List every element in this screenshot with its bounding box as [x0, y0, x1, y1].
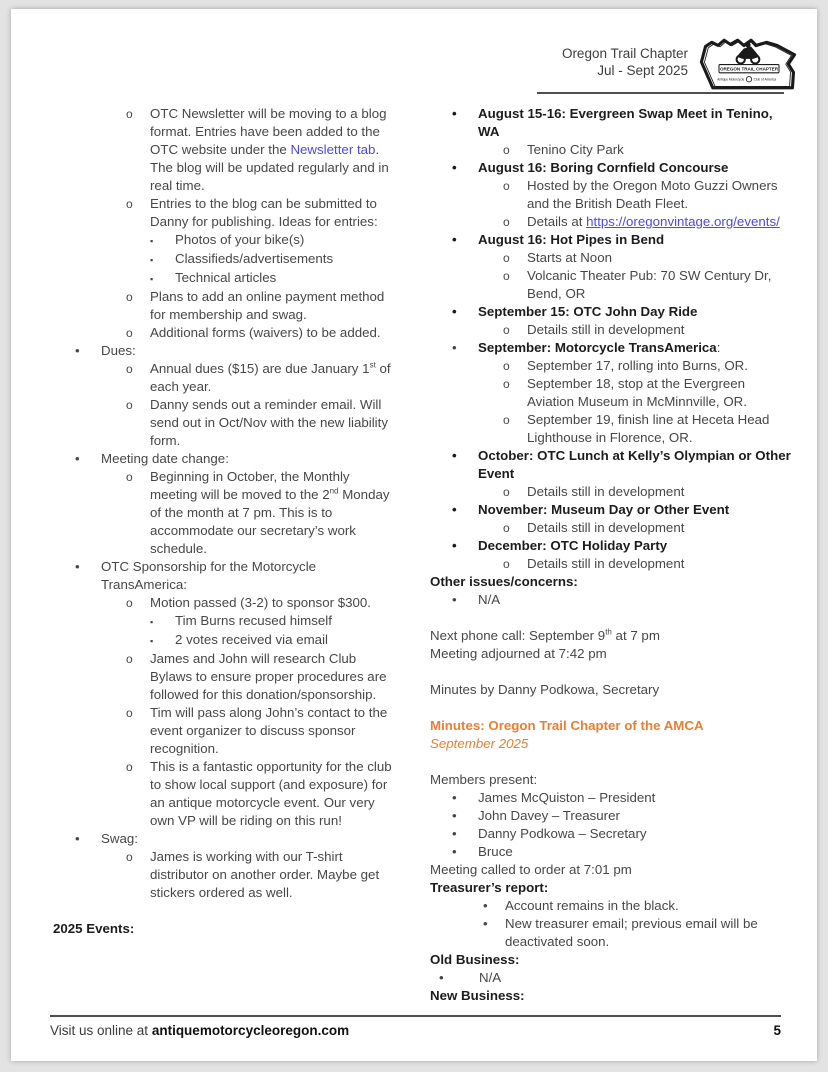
list-item-text: [101, 450, 395, 468]
spacer: [430, 753, 792, 771]
left-column: [53, 105, 395, 938]
list-item-text: [478, 159, 792, 177]
text-run: New Business:: [430, 988, 525, 1003]
list-item: [430, 915, 792, 951]
text-run: Monday of the month at 7 pm. This is to accommodate our secretary’s work schedule.: [150, 487, 390, 556]
list-item-text: [150, 324, 395, 342]
list-item: [53, 396, 395, 450]
bullet-marker: •: [452, 538, 457, 553]
bullet-marker: •: [75, 559, 80, 574]
list-item-text: [527, 141, 792, 159]
list-item: [430, 591, 792, 609]
text-run: September 15: OTC John Day Ride: [478, 304, 698, 319]
list-item: [53, 468, 395, 558]
text-run: at 7 pm: [611, 628, 660, 643]
list-item-text: [150, 195, 395, 231]
bullet-marker: •: [452, 826, 457, 841]
paragraph: [430, 735, 792, 753]
list-item-text: [150, 594, 395, 612]
bullet-marker: o: [126, 850, 133, 864]
text-run: September 2025: [430, 736, 529, 751]
text-run: New treasurer email; previous email will be deactivated soon.: [505, 916, 758, 949]
bullet-marker: o: [503, 143, 510, 157]
section-heading: [430, 987, 792, 1005]
list-item: [430, 501, 792, 519]
text-run: Meeting called to order at 7:01 pm: [430, 862, 632, 877]
text-run: Details still in development: [527, 322, 685, 337]
text-run: st: [369, 360, 376, 370]
text-run: Old Business:: [430, 952, 520, 967]
list-item-text: [478, 825, 792, 843]
text-run: Details still in development: [527, 484, 685, 499]
list-item: [430, 213, 792, 231]
bullet-marker: ▪: [150, 636, 154, 646]
list-item-text: [527, 213, 792, 231]
text-run: Danny Podkowa – Secretary: [478, 826, 647, 841]
list-item-text: [150, 105, 395, 195]
paragraph: [430, 861, 792, 879]
text-run: th: [605, 627, 612, 637]
list-item: [53, 450, 395, 468]
list-item: [430, 555, 792, 573]
list-item: [53, 231, 395, 250]
list-item: [53, 848, 395, 902]
bullet-marker: o: [126, 398, 133, 412]
list-item: [430, 411, 792, 447]
bullet-marker: o: [503, 215, 510, 229]
list-item: [430, 789, 792, 807]
text-run: Hosted by the Oregon Moto Guzzi Owners and the British Death Fleet.: [527, 178, 778, 211]
text-run: Details still in development: [527, 556, 685, 571]
bullet-marker: o: [503, 359, 510, 373]
text-run: Details still in development: [527, 520, 685, 535]
text-run: N/A: [479, 970, 502, 985]
list-item: [430, 483, 792, 501]
list-item-text: [505, 897, 792, 915]
list-item: [53, 594, 395, 612]
list-item: [430, 303, 792, 321]
text-run: 2 votes received via email: [175, 632, 328, 647]
bullet-marker: o: [126, 706, 133, 720]
list-item: [53, 704, 395, 758]
oregon-trail-chapter-logo-icon: [697, 33, 801, 93]
list-item-text: [478, 789, 792, 807]
hyperlink[interactable]: Newsletter tab: [290, 142, 376, 157]
list-item-text: [175, 612, 395, 630]
bullet-marker: o: [126, 290, 133, 304]
bullet-marker: •: [452, 340, 457, 355]
list-item: [53, 195, 395, 231]
section-heading: [430, 717, 792, 735]
list-item-text: [479, 969, 792, 987]
bullet-marker: •: [452, 448, 457, 463]
list-item-text: [527, 321, 792, 339]
bullet-marker: •: [452, 592, 457, 607]
list-item-text: [150, 288, 395, 324]
paragraph: [430, 627, 792, 645]
text-run: Classifieds/advertisements: [175, 251, 334, 266]
list-item: [430, 339, 792, 357]
list-item: [430, 897, 792, 915]
text-run: James and John will research Club Bylaws to ensure proper procedures are followed for this donation/sponsorship.: [150, 651, 387, 702]
bullet-marker: ▪: [150, 617, 154, 627]
text-run: Swag:: [101, 831, 138, 846]
list-item: [430, 159, 792, 177]
text-run: OTC Newsletter will be moving to a blog format. Entries have been added to the OTC website under the: [150, 106, 387, 157]
document-page: [11, 9, 817, 1061]
list-item: [53, 830, 395, 848]
list-item: [430, 177, 792, 213]
footer-text: [50, 1022, 349, 1039]
spacer: [430, 699, 792, 717]
text-run: . The blog will be updated regularly and in real time.: [150, 142, 389, 193]
text-run: August 16: Boring Cornfield Concourse: [478, 160, 729, 175]
list-item: [430, 249, 792, 267]
spacer: [430, 609, 792, 627]
bullet-marker: o: [126, 107, 133, 121]
bullet-marker: o: [503, 521, 510, 535]
text-run: :: [716, 340, 721, 355]
list-item: [430, 807, 792, 825]
text-run: Technical articles: [175, 270, 277, 285]
bullet-marker: o: [126, 197, 133, 211]
bullet-marker: •: [75, 343, 80, 358]
list-item-text: [527, 375, 792, 411]
logo-subtitle-left: Antique Motorcycle: [717, 77, 745, 82]
bullet-marker: o: [126, 596, 133, 610]
list-item-text: [101, 558, 395, 594]
text-run: Next phone call: September 9: [430, 628, 606, 643]
text-run: of each year.: [150, 361, 391, 394]
list-item-text: [478, 591, 792, 609]
list-item-text: [150, 468, 395, 558]
bullet-marker: •: [452, 106, 457, 121]
list-item: [430, 267, 792, 303]
bullet-marker: ▪: [150, 274, 154, 284]
text-run: Annual dues ($15) are due January 1: [150, 361, 370, 376]
spacer: [430, 663, 792, 681]
text-run: September: Motorcycle TransAmerica: [478, 340, 717, 355]
section-heading: [430, 879, 792, 897]
section-heading: [53, 920, 395, 938]
text-run: Minutes: Oregon Trail Chapter of the AMCA: [430, 718, 704, 733]
list-item: [430, 375, 792, 411]
bullet-marker: •: [452, 304, 457, 319]
list-item-text: [478, 843, 792, 861]
document-header: [411, 45, 688, 79]
text-run: Volcanic Theater Pub: 70 SW Century Dr, Bend, OR: [527, 268, 772, 301]
list-item: [430, 969, 792, 987]
text-run: N/A: [478, 592, 501, 607]
bullet-marker: o: [503, 557, 510, 571]
text-run: Members present:: [430, 772, 538, 787]
list-item: [430, 231, 792, 249]
bullet-marker: •: [452, 160, 457, 175]
bullet-marker: o: [503, 413, 510, 427]
text-run: December: OTC Holiday Party: [478, 538, 668, 553]
list-item-text: [478, 105, 792, 141]
list-item-text: [150, 758, 395, 830]
bullet-marker: o: [126, 326, 133, 340]
list-item: [53, 650, 395, 704]
list-item: [430, 105, 792, 141]
text-run: Other issues/concerns:: [430, 574, 578, 589]
list-item-text: [478, 501, 792, 519]
text-run: Additional forms (waivers) to be added.: [150, 325, 381, 340]
list-item-text: [527, 411, 792, 447]
list-item: [53, 758, 395, 830]
list-item: [430, 843, 792, 861]
document-footer: [50, 1022, 781, 1039]
text-run: John Davey – Treasurer: [478, 808, 620, 823]
logo-banner-text: OREGON TRAIL CHAPTER: [719, 66, 779, 72]
bullet-marker: o: [126, 652, 133, 666]
bullet-marker: •: [483, 916, 488, 931]
list-item-text: [150, 650, 395, 704]
list-item: [430, 141, 792, 159]
bullet-marker: •: [75, 451, 80, 466]
bullet-marker: ▪: [150, 236, 154, 246]
paragraph: [430, 771, 792, 789]
list-item: [430, 447, 792, 483]
list-item: [53, 324, 395, 342]
footer-site-url: antiquemotorcycleoregon.com: [151, 1023, 350, 1038]
text-run: Bruce: [478, 844, 513, 859]
text-run: This is a fantastic opportunity for the club to show local support (and exposure) for an antique motorcycle event. Our very own VP will be riding on this run!: [150, 759, 392, 828]
bullet-marker: o: [126, 470, 133, 484]
list-item-text: [478, 339, 792, 357]
list-item-text: [175, 631, 395, 649]
bullet-marker: •: [452, 808, 457, 823]
list-item-text: [478, 303, 792, 321]
text-run: Account remains in the black.: [505, 898, 679, 913]
list-item-text: [175, 250, 395, 268]
list-item: [53, 360, 395, 396]
bullet-marker: ▪: [150, 255, 154, 265]
list-item: [430, 537, 792, 555]
list-item-text: [175, 269, 395, 287]
list-item-text: [150, 704, 395, 758]
bullet-marker: o: [503, 323, 510, 337]
list-item: [53, 631, 395, 650]
paragraph: [430, 645, 792, 663]
text-run: Meeting date change:: [101, 451, 229, 466]
list-item-text: [527, 267, 792, 303]
text-run: Minutes by Danny Podkowa, Secretary: [430, 682, 660, 697]
list-item-text: [150, 848, 395, 902]
text-run: Beginning in October, the Monthly meeting will be moved to the 2: [150, 469, 350, 502]
bullet-marker: o: [503, 377, 510, 391]
list-item-text: [150, 396, 395, 450]
list-item-text: [527, 519, 792, 537]
list-item: [53, 342, 395, 360]
bullet-marker: •: [452, 232, 457, 247]
text-run: August 15-16: Evergreen Swap Meet in Tenino, WA: [478, 106, 773, 139]
text-run: Meeting adjourned at 7:42 pm: [430, 646, 607, 661]
bullet-marker: •: [75, 831, 80, 846]
spacer: [53, 902, 395, 920]
bullet-marker: o: [126, 760, 133, 774]
text-run: November: Museum Day or Other Event: [478, 502, 730, 517]
list-item-text: [527, 357, 792, 375]
text-run: James McQuiston – President: [478, 790, 656, 805]
text-run: Tim will pass along John’s contact to the event organizer to discuss sponsor recognition.: [150, 705, 388, 756]
list-item-text: [527, 483, 792, 501]
text-run: October: OTC Lunch at Kelly’s Olympian or Other Event: [478, 448, 791, 481]
list-item: [53, 105, 395, 195]
bullet-marker: •: [483, 898, 488, 913]
hyperlink[interactable]: https://oregonvintage.org/events/: [586, 214, 780, 229]
section-heading: [430, 573, 792, 591]
text-run: September 19, finish line at Heceta Head Lighthouse in Florence, OR.: [527, 412, 770, 445]
bullet-marker: •: [439, 970, 444, 985]
text-run: September 17, rolling into Burns, OR.: [527, 358, 748, 373]
list-item-text: [478, 231, 792, 249]
text-run: Treasurer’s report:: [430, 880, 549, 895]
list-item-text: [101, 342, 395, 360]
bullet-marker: o: [503, 251, 510, 265]
text-run: OTC Sponsorship for the Motorcycle TransAmerica:: [101, 559, 317, 592]
list-item-text: [478, 447, 792, 483]
list-item: [53, 269, 395, 288]
logo-subtitle-right: Club of America: [753, 77, 777, 82]
text-run: Starts at Noon: [527, 250, 612, 265]
bullet-marker: •: [452, 844, 457, 859]
list-item: [53, 558, 395, 594]
bullet-marker: o: [126, 362, 133, 376]
list-item-text: [527, 555, 792, 573]
bullet-marker: o: [503, 485, 510, 499]
bullet-marker: o: [503, 269, 510, 283]
list-item: [430, 519, 792, 537]
list-item-text: [150, 360, 395, 396]
bullet-marker: o: [503, 179, 510, 193]
list-item-text: [527, 249, 792, 267]
page-number: 5: [773, 1023, 781, 1038]
text-run: Motion passed (3-2) to sponsor $300.: [150, 595, 372, 610]
text-run: Entries to the blog can be submitted to Danny for publishing. Ideas for entries:: [150, 196, 378, 229]
paragraph: [430, 681, 792, 699]
text-run: James is working with our T-shirt distributor on another order. Maybe get stickers ordered as well.: [150, 849, 380, 900]
text-run: 2025 Events:: [53, 921, 135, 936]
section-heading: [430, 951, 792, 969]
header-subtitle: Jul - Sept 2025: [597, 63, 688, 78]
text-run: Danny sends out a reminder email. Will send out in Oct/Nov with the new liability form.: [150, 397, 388, 448]
list-item: [53, 250, 395, 269]
header-divider: [537, 92, 784, 94]
text-run: Tim Burns recused himself: [175, 613, 332, 628]
text-run: Dues:: [101, 343, 136, 358]
text-run: Plans to add an online payment method for membership and swag.: [150, 289, 385, 322]
list-item: [430, 825, 792, 843]
text-run: Details at: [527, 214, 587, 229]
list-item: [430, 357, 792, 375]
footer-prefix: Visit us online at: [50, 1023, 152, 1038]
list-item-text: [175, 231, 395, 249]
list-item: [53, 288, 395, 324]
list-item: [53, 612, 395, 631]
list-item-text: [505, 915, 792, 951]
text-run: Tenino City Park: [527, 142, 624, 157]
list-item-text: [101, 830, 395, 848]
text-run: August 16: Hot Pipes in Bend: [478, 232, 665, 247]
header-title: Oregon Trail Chapter: [561, 46, 688, 61]
bullet-marker: •: [452, 790, 457, 805]
list-item-text: [478, 537, 792, 555]
list-item: [430, 321, 792, 339]
text-run: September 18, stop at the Evergreen Aviation Museum in McMinnville, OR.: [527, 376, 747, 409]
text-run: Photos of your bike(s): [175, 232, 305, 247]
list-item-text: [478, 807, 792, 825]
right-column: [430, 105, 792, 1005]
bullet-marker: •: [452, 502, 457, 517]
footer-divider: [50, 1015, 781, 1017]
text-run: nd: [329, 486, 339, 496]
list-item-text: [527, 177, 792, 213]
